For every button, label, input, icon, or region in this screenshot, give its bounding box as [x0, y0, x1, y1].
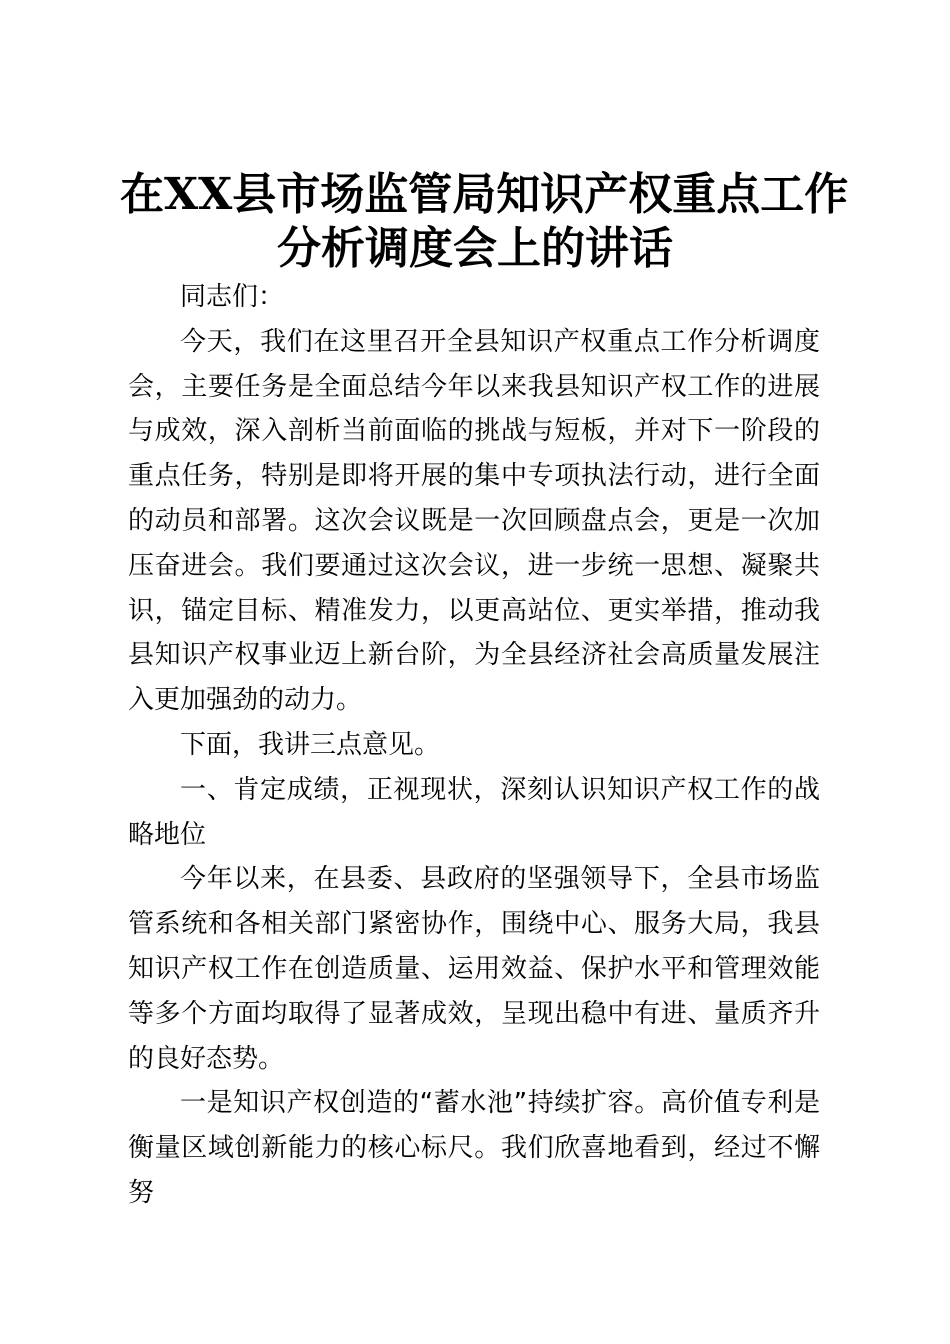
title-line-1: 在XX县市场监管局知识产权重点工作: [120, 169, 849, 220]
document-body: [128, 275, 820, 1216]
paragraph-intro: 今天，我们在这里召开全县知识产权重点工作分析调度会，主要任务是全面总结今年以来我县知识产权工作的进展与成效，深入剖析当前面临的挑战与短板，并对下一阶段的重点任务，特别是即将开展的集中专项执法行动，进行全面的动员和部署。这次会议既是一次回顾盘点会，更是一次加压奋进会。我们要通过这次会议，进一步统一思想、凝聚共识，锚定目标、精准发力，以更高站位、更实举措，推动我县知识产权事业迈上新台阶，为全县经济社会高质量发展注入更加强劲的动力。: [128, 326, 820, 716]
section-heading-1: 一、肯定成绩，正视现状，深刻认识知识产权工作的战略地位: [128, 774, 820, 850]
paragraph-achievements: 今年以来，在县委、县政府的坚强领导下，全县市场监管系统和各相关部门紧密协作，围绕中心、服务大局，我县知识产权工作在创造质量、运用效益、保护水平和管理效能等多个方面均取得了显著成效，呈现出稳中有进、量质齐升的良好态势。: [128, 864, 820, 1074]
paragraph-point-one: 一是知识产权创造的“蓄水池”持续扩容。高价值专利是衡量区域创新能力的核心标尺。我们欣喜地看到，经过不懈努: [128, 1088, 820, 1208]
salutation: 同志们：: [180, 282, 285, 312]
paragraph-outline: 下面，我讲三点意见。: [180, 729, 441, 760]
title-line-2: 分析调度会上的讲话: [277, 223, 673, 274]
document-title: [120, 168, 849, 276]
